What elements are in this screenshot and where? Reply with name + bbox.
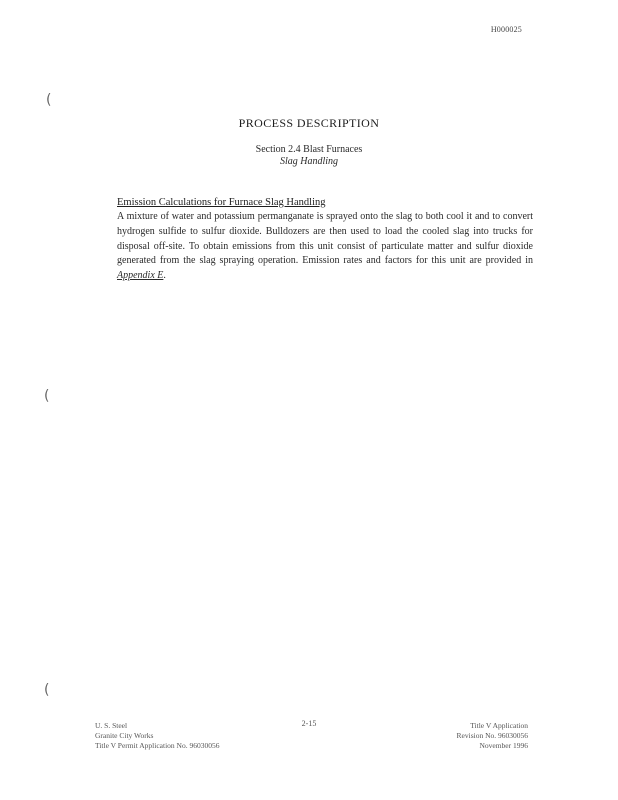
page-number: 2-15 (301, 719, 317, 728)
punch-hole-mark-bottom: ( (44, 682, 50, 698)
section-heading: Section 2.4 Blast Furnaces (255, 144, 363, 155)
document-id: H000025 (490, 25, 522, 34)
paragraph-heading: Emission Calculations for Furnace Slag Handling (117, 197, 326, 208)
footer-right (457, 721, 528, 751)
footer-right-line: Title V Application (470, 721, 528, 730)
footer-left-line: Granite City Works (95, 731, 154, 740)
body-paragraph (117, 210, 533, 284)
body-text-start: A mixture of water and potassium permanganate is sprayed onto the slag to both cool it and to convert hydrogen sulfide to sulfur dioxide. Bulldozers are then used to load the cooled slag into trucks for disposal off-site. To obtain emissions from this unit consist of particulate matter and sulfur dioxide generated from the slag spraying operation. Emission rates and factors for this unit are provided in (117, 211, 533, 267)
punch-hole-mark-middle: ( (44, 388, 50, 404)
footer-right-line: Revision No. 96030056 (456, 731, 528, 740)
footer-left-line: Title V Permit Application No. 96030056 (95, 741, 220, 750)
body-text-end: . (163, 270, 166, 282)
footer-right-line: November 1996 (479, 741, 528, 750)
punch-hole-mark-top: ( (46, 92, 52, 108)
page-title: PROCESS DESCRIPTION (238, 116, 380, 130)
appendix-link[interactable]: Appendix E (117, 270, 164, 282)
footer-left-line: U. S. Steel (95, 721, 128, 730)
subsection-heading: Slag Handling (279, 156, 339, 167)
